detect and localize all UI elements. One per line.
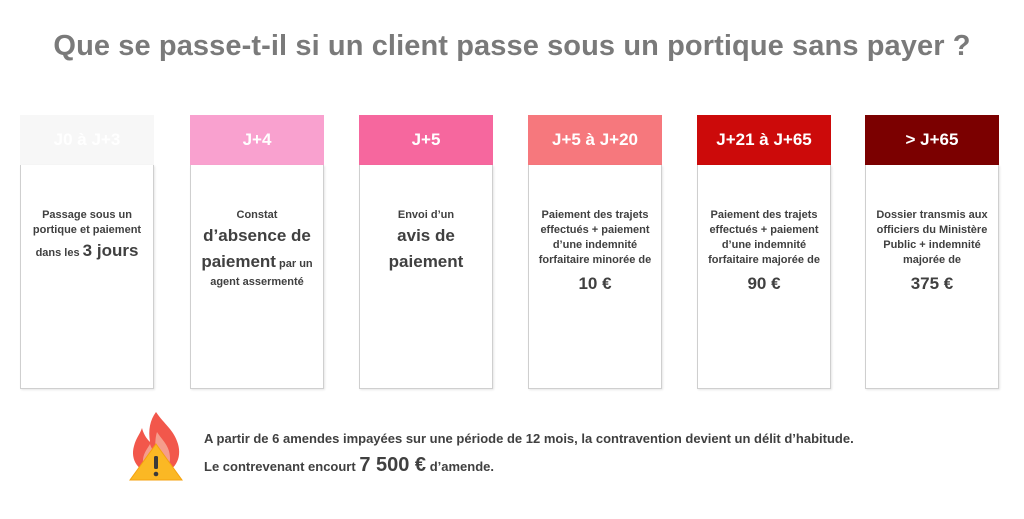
column-body bbox=[190, 165, 324, 389]
fire-warning-icon bbox=[126, 410, 186, 482]
fine-amount: 375 € bbox=[910, 274, 954, 293]
column-text: Paiement des trajets effectués + paiement d’une indemnité forfaitaire majorée de bbox=[708, 209, 820, 266]
page-title: Que se passe-t-il si un client passe sous un portique sans payer ? bbox=[53, 30, 971, 62]
column-header: J+5 à J+20 bbox=[528, 115, 662, 165]
column-text: Constat bbox=[236, 209, 278, 221]
column-text: Dossier transmis aux officiers du Ministère Public + indemnité majorée de bbox=[876, 209, 988, 266]
fine-amount: 10 € bbox=[578, 274, 612, 293]
note-line-1: A partir de 6 amendes impayées sur une période de 12 mois, la contravention devient un délit d’habitude. bbox=[204, 431, 854, 446]
column-header: J0 à J+3 bbox=[20, 115, 154, 165]
note-amount: 7 500 € bbox=[359, 454, 427, 476]
column-text: Passage sous un portique et paiement bbox=[32, 209, 142, 236]
column-highlight: d’absence de paiement bbox=[201, 226, 311, 271]
timeline-column-j4 bbox=[190, 115, 324, 389]
timeline-column-j5 bbox=[359, 115, 493, 389]
column-body bbox=[20, 165, 154, 389]
column-header: J+21 à J+65 bbox=[697, 115, 831, 165]
column-header: J+4 bbox=[190, 115, 324, 165]
column-body bbox=[865, 165, 999, 389]
column-body bbox=[697, 165, 831, 389]
column-text: par un agent assermenté bbox=[210, 258, 313, 288]
note-line-2 bbox=[204, 452, 854, 480]
column-text: dans les bbox=[35, 247, 80, 259]
timeline-column-j5-j20 bbox=[528, 115, 662, 389]
column-highlight: avis de paiement bbox=[388, 226, 464, 271]
column-text: Paiement des trajets effectués + paiement d’une indemnité forfaitaire minorée de bbox=[538, 209, 652, 266]
timeline-column-after-j65 bbox=[865, 115, 999, 389]
column-text: Envoi d’un bbox=[397, 209, 455, 221]
column-header: J+5 bbox=[359, 115, 493, 165]
note-text: Le contrevenant encourt bbox=[204, 459, 356, 474]
column-header: > J+65 bbox=[865, 115, 999, 165]
timeline-column-j0 bbox=[20, 115, 154, 389]
fine-amount: 90 € bbox=[747, 274, 781, 293]
column-highlight: 3 jours bbox=[82, 241, 139, 260]
column-body bbox=[528, 165, 662, 389]
note-text: d’amende. bbox=[429, 459, 494, 474]
timeline-column-j21-j65 bbox=[697, 115, 831, 389]
warning-note bbox=[204, 426, 854, 480]
column-body bbox=[359, 165, 493, 389]
